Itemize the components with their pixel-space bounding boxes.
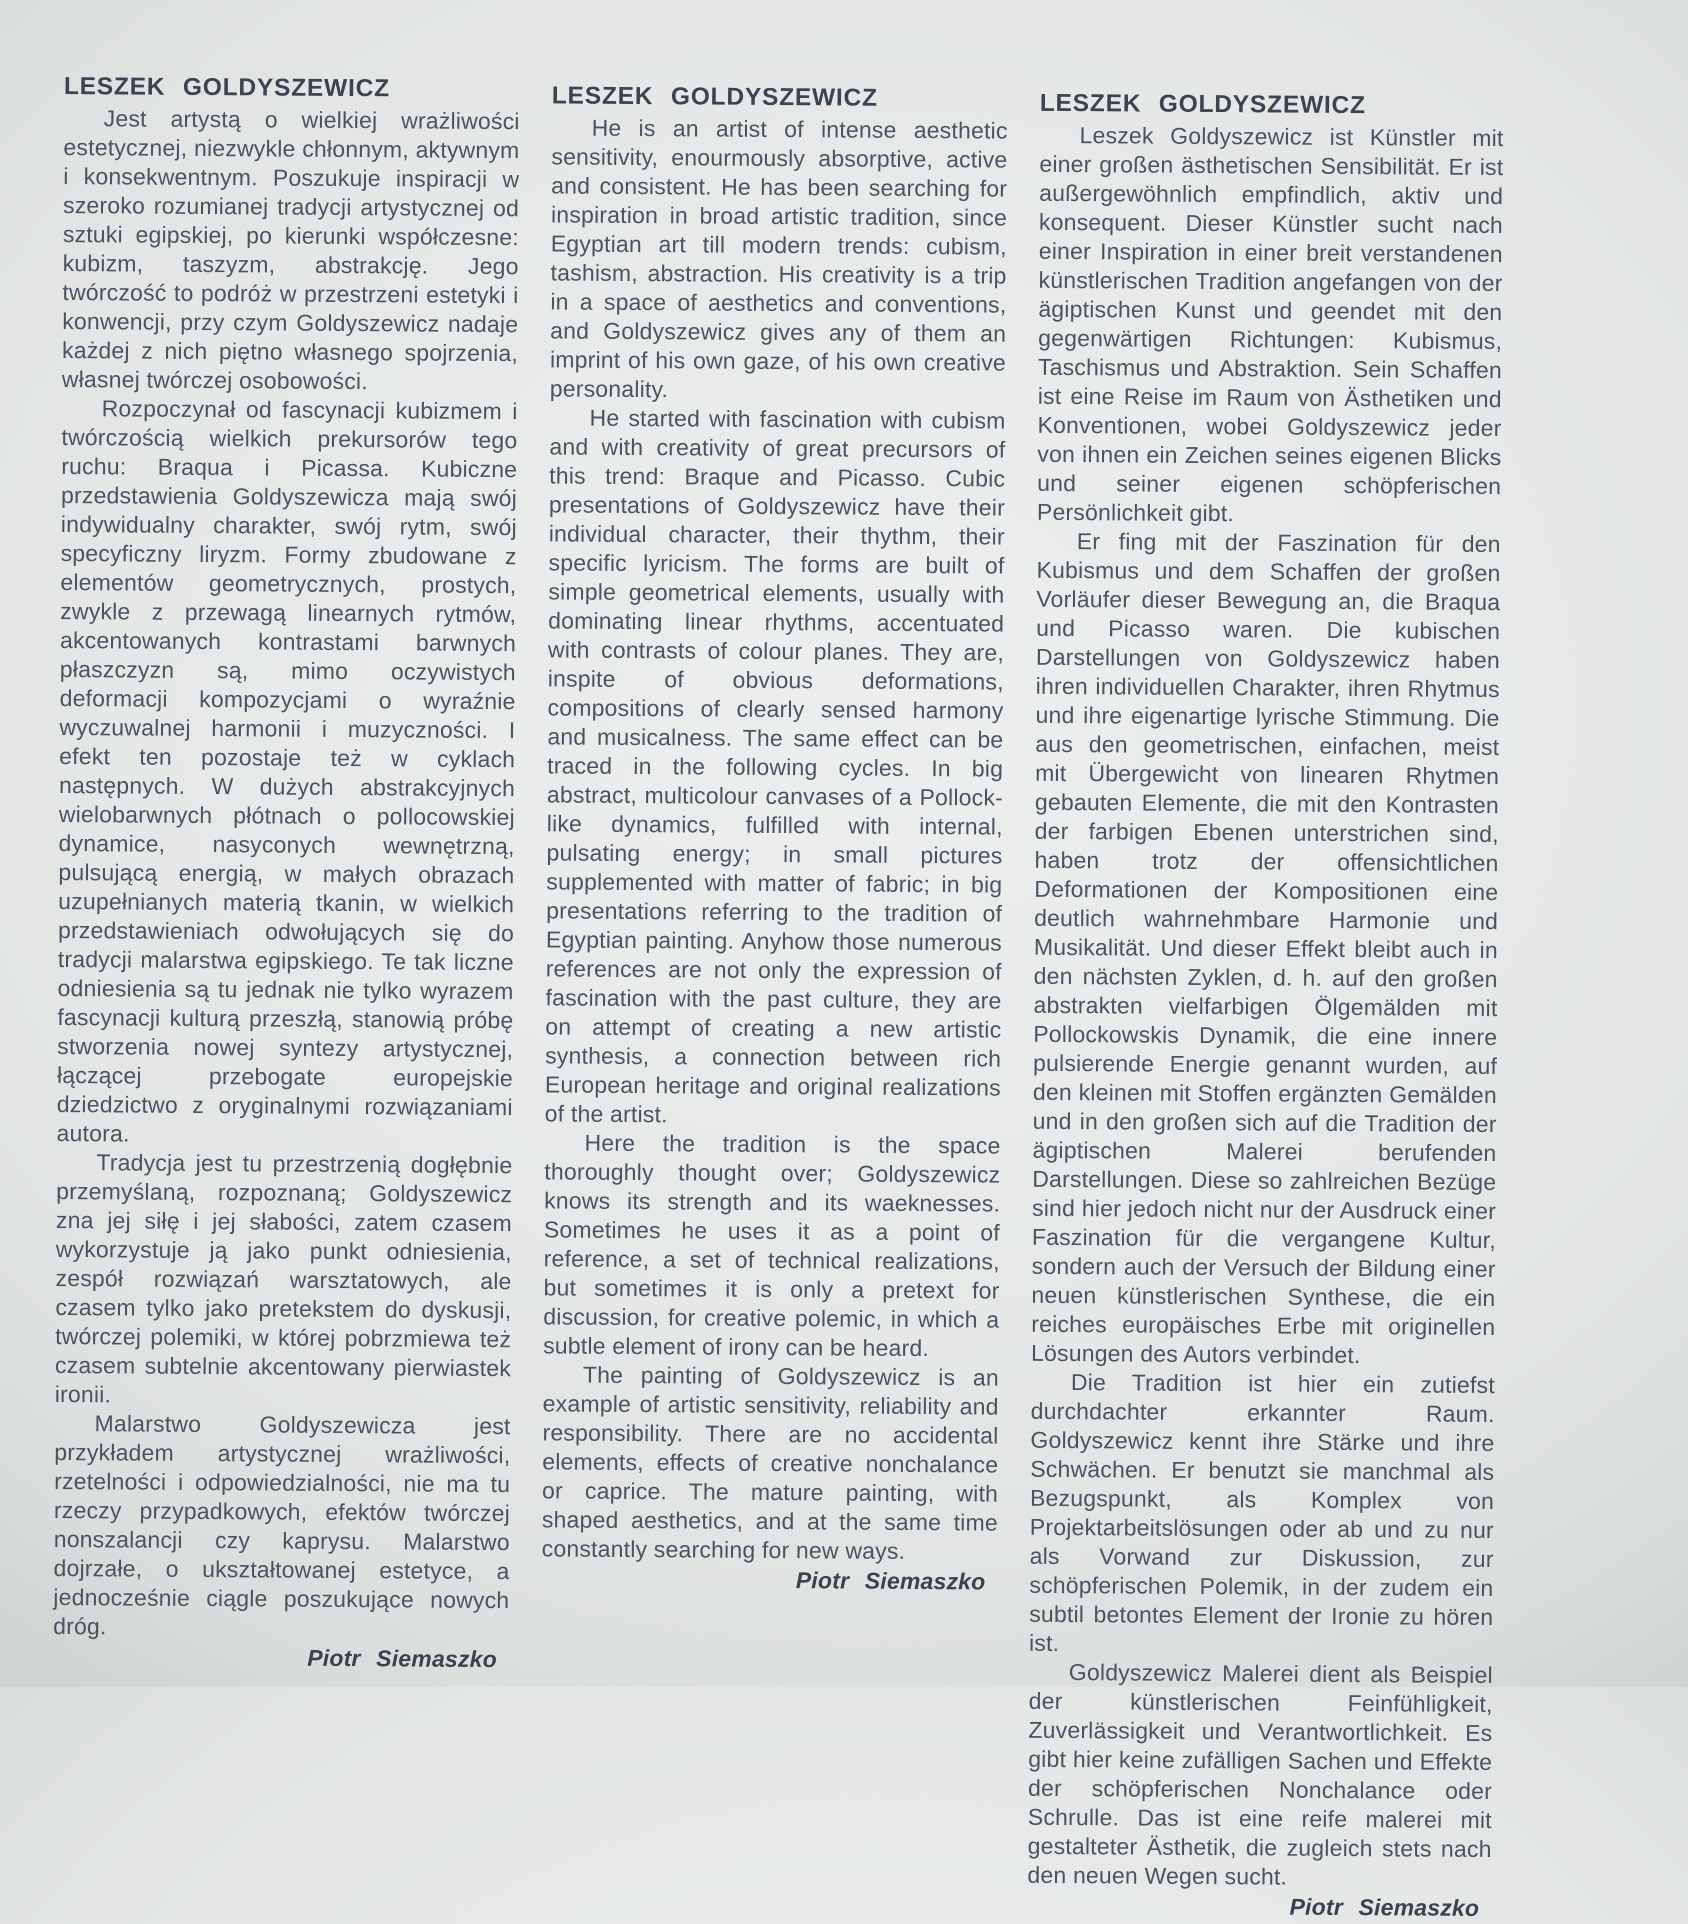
column-polish-text [51, 72, 520, 1916]
paragraph: Er fing mit der Faszination für den Kubismus und dem Schaffen der großen Vorläufer dieser Bewegung an, die Braqua und Picasso waren. Die kubischen Darstellungen von Goldyszewicz haben ihren individuellen Charakter, ihren Rhytmus und ihre eigenartige lyrische Stimmung. Die aus den geometrischen, einfachen, meist mit Übergewicht von linearen Rhytmen gebauten Elemente, die mit den Kontrasten der farbigen Ebenen unterstrichen sind, haben trotz der offensichtlichen Deformationen der Kompositionen eine deutlich wahrnehmbare Harmonie und Musikalität. Und dieser Effekt bleibt auch in den nächsten Zyklen, d. h. auf den großen abstrakten vielfarbigen Ölgemälden mit Pollockowskis Dynamik, die eine innere pulsierende Energie genannt wurden, auf den kleinen mit Stoffen ergänzten Gemälden und in den großen sich auf die Tradition der ägiptischen Malerei berufenden Darstellungen. Diese so zahlreichen Bezüge sind hier jedoch nicht nur der Ausdruck einer Faszination für die vergangene Kultur, sondern auch der Versuch der Bildung einer neuen künstlerischen Synthese, die ein reiches europäisches Erbe mit originellen Lösungen des Autors verbindet. [1030, 528, 1501, 1369]
paragraph: The painting of Goldyszewicz is an example of artistic sensitivity, reliability and responsibility. There are no accidental elements, effects of creative nonchalance or caprice. The mature painting, with shaped aesthetics, and at the same time constantly searching for new ways. [541, 1361, 999, 1564]
column-english-text [539, 81, 1008, 1919]
paragraph: Tradycja jest tu przestrzenią dogłębnie przemyślaną, rozpoznaną; Goldyszewicz zna jej siłę i jej słabości, zatem czasem wykorzystuje ją jako punkt odniesienia, zespół rozwiązań warsztatowych, ale czasem tylko jako pretekstem do dyskusji, twórczej polemiki, w której pobrzmiewa też czasem subtelnie akcentowany pierwiastek ironii. [54, 1149, 513, 1408]
paragraph: Leszek Goldyszewicz ist Künstler mit einer großen ästhetischen Sensibilität. Er ist außergewöhnlich empfindlich, aktiv und konsequent. Dieser Künstler sucht nach einer Inspiration in einer breit verstandenen künstlerischen Tradition angefangen von der ägiptischen Kunst und geendet mit den gegenwärtigen Richtungen: Kubismus, Taschismus und Abstraktion. Sein Schaffen ist eine Reise im Raum von Ästhetiken und Konventionen, wobei Goldyszewicz jeder von ihnen ein Zeichen seines eigenen Blicks und seiner eigenen schöpferischen Persönlichkeit gibt. [1036, 122, 1504, 527]
three-column-layout [51, 72, 1688, 1924]
paragraph: Jest artystą o wielkiej wrażliwości estetycznej, niezwykle chłonnym, aktywnym i konsekwentnym. Poszukuje inspiracji w szeroko rozumianej tradycji artystycznej od sztuki egipskiej, po kierunki współczesne: kubizm, taszyzm, abstrakcję. Jego twórczość to podróż w przestrzeni estetyki i konwencji, przy czym Goldyszewicz nadaje każdej z nich piętno własnego spojrzenia, własnej twórczej osobowości. [61, 105, 520, 395]
column-heading: LESZEK GOLDYSZEWICZ [551, 82, 878, 112]
column-heading: LESZEK GOLDYSZEWICZ [1039, 89, 1366, 120]
author-signature: Piotr Siemaszko [1289, 1893, 1480, 1921]
column-heading: LESZEK GOLDYSZEWICZ [63, 72, 391, 103]
paragraph: Die Tradition ist hier ein zutiefst durchdachter erkannter Raum. Goldyszewicz kennt ihre Stärke und ihre Schwächen. Er benutzt sie manchmal als Bezugspunkt, als Komplex von Projektarbeitslösungen oder ab und zu nur als Vorwand zur Diskussion, zur schöpferischen Polemik, in der zudem ein subtil betontes Element der Ironie zu hören ist. [1028, 1369, 1495, 1656]
paragraph: He started with fascination with cubism and with creativity of great precursors of this trend: Braque and Picasso. Cubic presentations of Goldyszewicz have their individual character, their thythm, their specific lyricism. The forms are built of simple geometrical elements, usually with dominating linear rhythms, accentuated with contrasts of colour planes. They are, inspite of obvious deformations, compositions of clearly sensed harmony and musicalness. The same effect can be traced in the following cycles. In big abstract, multicolour canvases of a Pollock-like dynamics, fulfilled with internal, pulsating energy; in small pictures supplemented with matter of fabric; in big presentations referring to the tradition of Egyptian painting. Anyhow those numerous references are not only the expression of fascination with the past culture, they are on attempt of creating a new artistic synthesis, a connection between rich European heritage and original realizations of the artist. [544, 404, 1006, 1128]
author-signature: Piotr Siemaszko [307, 1644, 498, 1673]
column-german-text [1027, 89, 1504, 1923]
paragraph: Rozpoczynał od fascynacji kubizmem i twórczością wielkich prekursorów tego ruchu: Braqua i Picassa. Kubiczne przedstawienia Goldyszewicza mają swój indywidualny charakter, swój rytm, swój specyficzny liryzm. Formy zbudowane z elementów geometrycznych, prostych, zwykle z przewagą linearnych rytmów, akcentowanych kontrastami barwnych płaszczyzn są, mimo oczywistych deformacji kompozycjami o wyraźnie wyczuwalnej harmonii i muzyczności. I efekt ten pozostaje też w cyklach następnych. W dużych abstrakcyjnych wielobarwnych płótnach o pollocowskiej dynamice, nasyconych wewnętrzną, pulsującą energią, w małych obrazach uzupełnianych materią tkanin, w wielkich przedstawieniach odwołujących się do tradycji malarstwa egipskiego. Te tak liczne odniesienia są tu jednak nie tylko wyrazem fascynacji kulturą przeszłą, stanowią próbę stworzenia nowej syntezy artystycznej, łączącej przebogate europejskie dziedzictwo z oryginalnymi rozwiązaniami autora. [56, 395, 518, 1147]
author-signature: Piotr Siemaszko [795, 1567, 986, 1595]
paragraph: Here the tradition is the space thoroughly thought over; Goldyszewicz knows its strength and its waeknesses. Sometimes he uses it as a point of reference, a set of technical realizations, but sometimes it is only a pretext for discussion, for creative polemic, in which a subtle element of irony can be heard. [543, 1129, 1001, 1362]
paragraph: He is an artist of intense aesthetic sensitivity, enourmously absorptive, active and consistent. He has been searching for inspiration in broad artistic tradition, since Egyptian art till modern trends: cubism, tashism, abstraction. His creativity is a trip in a space of aesthetics and conventions, and Goldyszewicz gives any of them an imprint of his own gaze, of his own creative personality. [549, 114, 1008, 403]
paragraph: Malarstwo Goldyszewicza jest przykładem artystycznej wrażliwości, rzetelności i odpowiedzialności, nie ma tu rzeczy przypadkowych, efektów twórczej nonszalancji czy kaprysu. Malarstwo dojrzałe, o ukształtowanej estetyce, a jednocześnie ciągle poszukujące nowych dróg. [53, 1410, 511, 1640]
paragraph: Goldyszewicz Malerei dient als Beispiel der künstlerischen Feinfühligkeit, Zuverlässigkeit und Verantwortlichkeit. Es gibt hier keine zufälligen Sachen und Effekte der schöpferischen Nonchalance oder Schrulle. Das ist eine reife malerei mit gestalteter Ästhetik, die zugleich stets nach den neuen Wegen sucht. [1027, 1659, 1493, 1890]
